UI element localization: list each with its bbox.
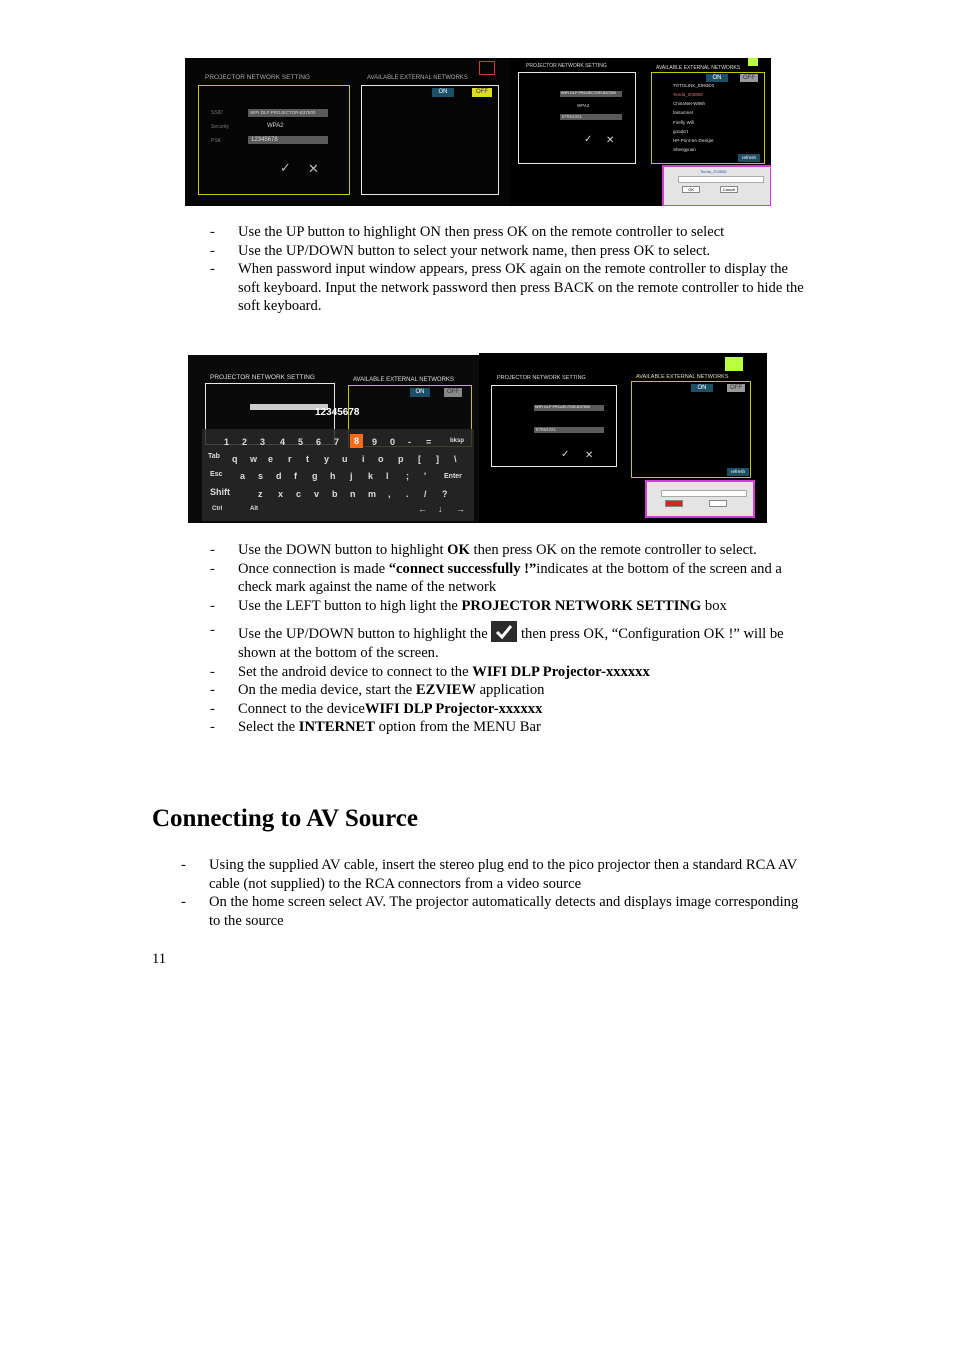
key-backspace[interactable]: bksp	[450, 438, 465, 444]
close-icon: ✕	[606, 135, 615, 146]
text: box	[701, 597, 727, 614]
key-k[interactable]: k	[368, 471, 374, 481]
key-s[interactable]: s	[258, 471, 264, 481]
off-button[interactable]: OFF	[472, 88, 492, 97]
network-item[interactable]: fantumnet	[673, 110, 694, 115]
key-lbracket[interactable]: [	[418, 454, 421, 464]
check-icon: ✓	[561, 449, 570, 460]
key-equals[interactable]: =	[426, 437, 432, 447]
key-9[interactable]: 9	[372, 437, 378, 447]
security-value: WPA2	[267, 123, 284, 129]
text: then press OK, “Configuration OK !” will be shown at the bottom of the screen.	[238, 626, 784, 661]
key-rbracket[interactable]: ]	[436, 454, 439, 464]
panel-title: PROJECTOR NETWORK SETTING	[526, 63, 607, 69]
password-dialog	[645, 480, 755, 518]
check-icon: ✓	[584, 134, 593, 145]
key-e[interactable]: e	[268, 454, 274, 464]
key-l[interactable]: l	[386, 471, 389, 481]
list-item	[206, 663, 806, 682]
text: Once connection is made	[238, 560, 389, 577]
list-item	[206, 718, 806, 737]
key-semicolon[interactable]: ;	[406, 471, 409, 481]
password-dialog	[662, 165, 771, 206]
list-item: - On the home screen select AV. The projector automatically detects and displays image corresponding to the source	[177, 893, 807, 930]
panel-title: PROJECTOR NETWORK SETTING	[205, 74, 310, 81]
section-heading: Connecting to AV Source	[152, 805, 419, 832]
key-n[interactable]: n	[350, 489, 356, 499]
text: On the media device, start the	[238, 682, 416, 699]
key-q[interactable]: q	[232, 454, 238, 464]
off-button[interactable]: OFF	[727, 384, 745, 392]
key-h[interactable]: h	[330, 471, 336, 481]
soft-keyboard	[202, 429, 474, 521]
key-p[interactable]: p	[398, 454, 404, 464]
bold-text: OK	[447, 542, 470, 558]
key-0[interactable]: 0	[390, 437, 396, 447]
list-item	[206, 560, 806, 597]
key-y[interactable]: y	[324, 454, 330, 464]
network-item[interactable]: TOTOLINK_E993D3	[673, 83, 715, 88]
bold-text: WIFI DLP Projector-xxxxxx	[472, 663, 650, 680]
psk-value: 12345678	[251, 137, 278, 143]
list-item	[206, 700, 806, 719]
key-m[interactable]: m	[368, 489, 377, 499]
list-item	[206, 621, 806, 662]
refresh-button[interactable]: refresh	[738, 154, 760, 162]
key-r[interactable]: r	[288, 454, 292, 464]
key-o[interactable]: o	[378, 454, 384, 464]
key-esc[interactable]: Esc	[210, 471, 223, 478]
bold-text: EZVIEW	[415, 682, 476, 699]
key-tab[interactable]: Tab	[208, 453, 220, 460]
on-button[interactable]: ON	[410, 388, 430, 397]
key-shift[interactable]: Shift	[210, 487, 230, 497]
key-question[interactable]: ?	[442, 489, 448, 499]
bold-text: WIFI DLP Projector-xxxxxx	[364, 700, 543, 717]
available-title: AVAILABLE EXTERNAL NETWORKS	[636, 374, 729, 380]
on-button[interactable]: ON	[432, 88, 454, 97]
key-w[interactable]: w	[250, 454, 258, 464]
off-button[interactable]: OFF	[444, 388, 462, 397]
network-item[interactable]: HP-Print-9A-Deskjet	[673, 138, 714, 143]
ok-button[interactable]	[665, 500, 683, 507]
key-alt[interactable]: Alt	[250, 506, 258, 512]
highlight-frame	[479, 61, 495, 75]
close-icon: ✕	[308, 161, 319, 176]
dialog-ssid: Tenda_203808	[700, 169, 727, 174]
psk-value: 87654321	[562, 114, 583, 119]
available-networks-box	[631, 381, 751, 478]
screenshot-network-setting-left	[185, 58, 510, 206]
key-backslash[interactable]: \	[454, 454, 457, 464]
key-left[interactable]: ←	[418, 504, 427, 514]
cancel-button[interactable]: Cancel	[720, 186, 738, 193]
panel-title: PROJECTOR NETWORK SETTING	[497, 375, 586, 381]
ok-button[interactable]: OK	[682, 186, 700, 193]
list-item	[206, 681, 806, 700]
bold-text: “connect successfully !”	[388, 560, 537, 577]
screenshot-available-networks-right	[510, 58, 771, 206]
off-button[interactable]: OFF	[740, 74, 758, 82]
key-t[interactable]: t	[306, 454, 309, 464]
list-item: - Using the supplied AV cable, insert the stereo plug end to the pico projector then a standard RCA AV cable (not supplied) to the RCA connectors from a video source	[177, 856, 807, 893]
key-f[interactable]: f	[294, 471, 297, 481]
list-item: - Use the UP/DOWN button to select your network name, then press OK to select.	[206, 242, 806, 261]
check-icon: ✓	[280, 160, 291, 175]
projector-network-box	[491, 385, 617, 467]
refresh-button[interactable]: refresh	[727, 468, 749, 476]
key-4[interactable]: 4	[280, 437, 286, 447]
list-item: - When password input window appears, press OK again on the remote controller to display the soft keyboard. Input the network password then press BACK on the remote controller to hide the soft keyboard.	[206, 260, 806, 316]
key-8[interactable]: 8	[350, 434, 363, 448]
security-value: WPA2	[577, 103, 590, 108]
ssid-value: WIFI DLP PROJECTOR-B37500	[250, 110, 316, 115]
security-label: Security	[211, 124, 230, 130]
psk-label: PSK	[211, 138, 222, 144]
bold-text: PROJECTOR NETWORK SETTING	[461, 597, 702, 614]
key-1[interactable]: 1	[224, 437, 230, 447]
instruction-list-3	[177, 856, 807, 930]
ssid-value: WIFI DLP PROJECTOR-B37500	[535, 405, 591, 409]
key-b[interactable]: b	[332, 489, 338, 499]
typed-password: 12345678	[315, 407, 360, 418]
key-v[interactable]: v	[314, 489, 320, 499]
list-item: - Use the UP button to highlight ON then press OK on the remote controller to select	[206, 223, 806, 242]
key-7[interactable]: 7	[334, 437, 340, 447]
key-3[interactable]: 3	[260, 437, 266, 447]
key-period[interactable]: .	[406, 489, 409, 499]
key-g[interactable]: g	[312, 471, 318, 481]
key-right[interactable]: →	[456, 504, 465, 514]
network-item[interactable]: Tenda_203808	[673, 92, 703, 97]
text: Use the DOWN button to highlight	[238, 542, 448, 558]
on-button[interactable]: ON	[706, 74, 728, 82]
text: option from the MENU Bar	[375, 719, 541, 736]
key-2[interactable]: 2	[242, 437, 248, 447]
key-slash[interactable]: /	[424, 489, 427, 499]
key-enter[interactable]: Enter	[444, 473, 462, 480]
screenshot-soft-keyboard	[188, 355, 479, 523]
psk-value: 87654321	[536, 427, 557, 432]
key-u[interactable]: u	[342, 454, 348, 464]
key-c[interactable]: c	[296, 489, 302, 499]
green-indicator	[725, 357, 743, 371]
key-down[interactable]: ↓	[438, 504, 443, 514]
instruction-list-1	[206, 223, 806, 316]
key-d[interactable]: d	[276, 471, 282, 481]
dialog-input[interactable]	[678, 176, 764, 183]
ssid-value: WIFI DLP PROJECTOR-B37500	[561, 91, 617, 95]
cancel-button[interactable]	[709, 500, 727, 507]
available-title: AVAILABLE EXTERNAL NETWORKS	[656, 65, 741, 71]
page-number: 11	[152, 951, 167, 967]
key-quote[interactable]: '	[424, 471, 427, 481]
key-minus[interactable]: -	[408, 437, 411, 447]
text: then press OK on the remote controller to select.	[469, 542, 757, 558]
text: application	[475, 682, 545, 699]
bold-text: INTERNET	[298, 719, 376, 736]
dialog-input[interactable]	[661, 490, 747, 497]
key-comma[interactable]: ,	[388, 489, 391, 499]
key-j[interactable]: j	[350, 471, 353, 481]
green-indicator	[748, 58, 758, 66]
key-z[interactable]: z	[258, 489, 263, 499]
panel-title: PROJECTOR NETWORK SETTING	[210, 374, 315, 381]
network-item[interactable]: Firefly Wifi	[673, 120, 694, 125]
text: Connect to the device	[238, 700, 365, 717]
key-x[interactable]: x	[278, 489, 284, 499]
network-item[interactable]: goodcrt	[673, 129, 689, 134]
instruction-list-2	[206, 541, 806, 737]
key-6[interactable]: 6	[316, 437, 322, 447]
text: Select the	[238, 719, 299, 736]
key-a[interactable]: a	[240, 471, 246, 481]
available-title: AVAILABLE EXTERNAL NETWORKS	[353, 377, 454, 383]
network-item[interactable]: ChinaNet-W86h	[673, 101, 706, 106]
screenshot-password-dialog	[479, 353, 767, 523]
available-networks-box	[361, 85, 499, 195]
text: indicates at the bottom of the screen and a check mark against the name of the network	[238, 560, 782, 596]
key-ctrl[interactable]: Ctrl	[212, 506, 223, 512]
network-item[interactable]: Shengyuan	[673, 147, 696, 152]
ssid-label: SSID	[211, 110, 223, 116]
list-item	[206, 597, 806, 616]
text: Use the UP/DOWN button to highlight the	[238, 626, 492, 643]
close-icon: ✕	[585, 450, 594, 461]
available-title: AVAILABLE EXTERNAL NETWORKS	[367, 75, 468, 81]
list-item	[206, 541, 806, 560]
checkmark-icon	[491, 621, 517, 642]
on-button[interactable]: ON	[691, 384, 713, 392]
text: Set the android device to connect to the	[238, 663, 473, 680]
key-5[interactable]: 5	[298, 437, 304, 447]
key-i[interactable]: i	[362, 454, 365, 464]
text: Use the LEFT button to high light the	[238, 597, 462, 614]
